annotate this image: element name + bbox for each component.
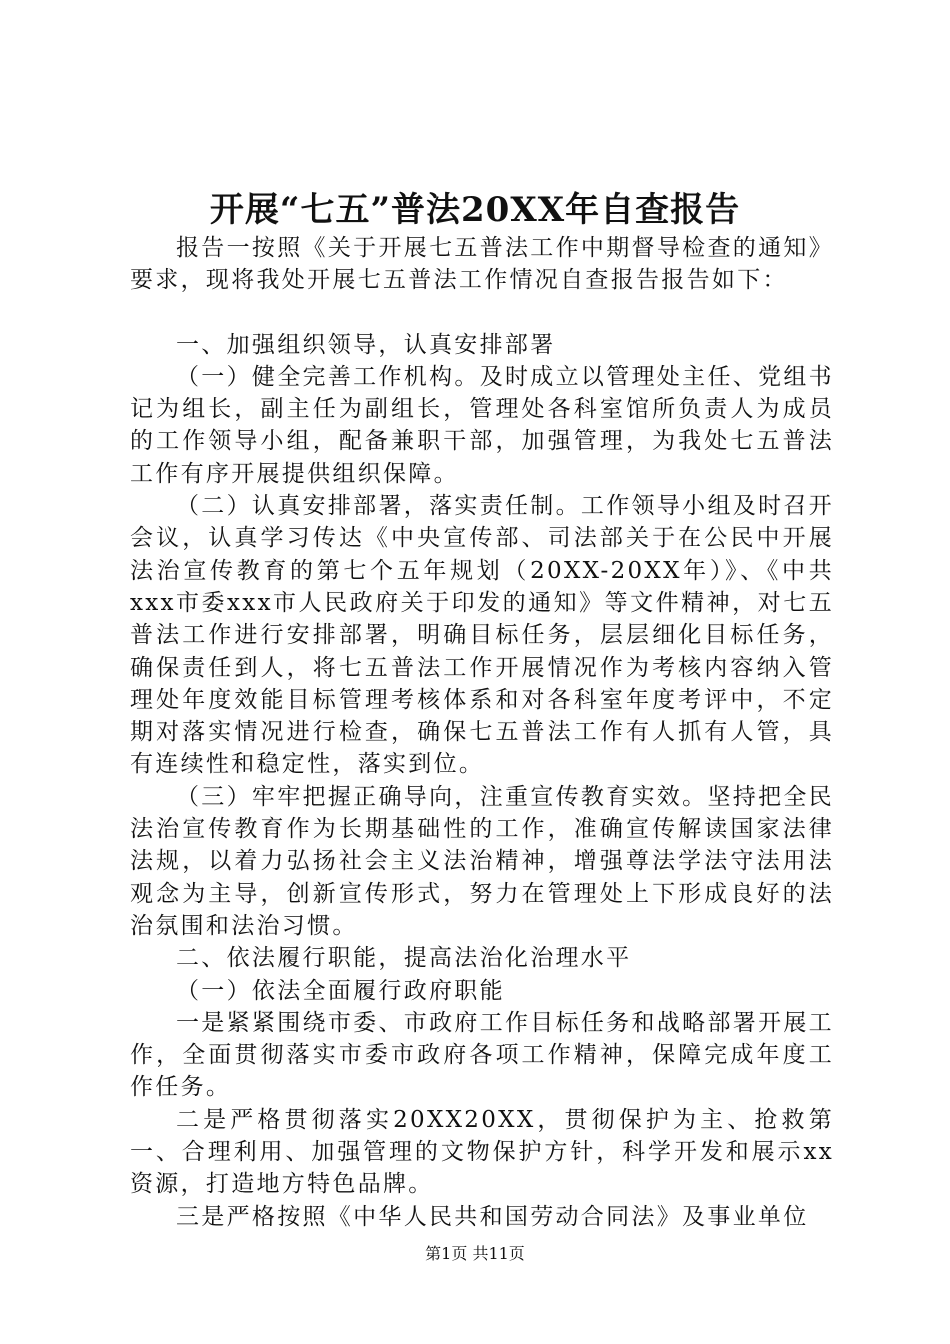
paragraph: 一是紧紧围绕市委、市政府工作目标任务和战略部署开展工作，全面贯彻落实市委市政府各项工作精神，保障完成年度工作任务。 (130, 1009, 834, 1101)
paragraph: （二）认真安排部署，落实责任制。工作领导小组及时召开会议，认真学习传达《中央宣传部、司法部关于在公民中开展法治宣传教育的第七个五年规划（20XX-20XX年）》、《中共xxx市委xxx市人民政府关于印发的通知》等文件精神，对七五普法工作进行安排部署，明确目标任务，层层细化目标任务，确保责任到人，将七五普法工作开展情况作为考核内容纳入管理处年度效能目标管理考核体系和对各科室年度考评中，不定期对落实情况进行检查，确保七五普法工作有人抓有人管，具有连续性和稳定性，落实到位。 (130, 493, 834, 778)
paragraph: 二是严格贯彻落实20XX20XX，贯彻保护为主、抢救第一、合理利用、加强管理的文物保护方针，科学开发和展示xx资源，打造地方特色品牌。 (130, 1106, 834, 1198)
document-title: 开展“七五”普法20XX年自查报告 (209, 190, 741, 230)
paragraph: （一）健全完善工作机构。及时成立以管理处主任、党组书记为组长，副主任为副组长，管理处各科室馆所负责人为成员的工作领导小组，配备兼职干部，加强管理，为我处七五普法工作有序开展提供组织保障。 (130, 363, 834, 487)
page-footer: 第1页 共11页 (425, 1244, 525, 1263)
section-heading-1: 一、加强组织领导，认真安排部署 (176, 331, 556, 358)
paragraph-intro: 报告一按照《关于开展七五普法工作中期督导检查的通知》要求，现将我处开展七五普法工作情况自查报告报告如下： (130, 235, 834, 294)
paragraph: 三是严格按照《中华人民共和国劳动合同法》及事业单位 (176, 1203, 809, 1230)
paragraph: （三）牢牢把握正确导向，注重宣传教育实效。坚持把全民法治宣传教育作为长期基础性的工作，准确宣传解读国家法律法规，以着力弘扬社会主义法治精神，增强尊法学法守法用法观念为主导，创新宣传形式，努力在管理处上下形成良好的法治氛围和法治习惯。 (130, 783, 834, 939)
subsection-heading: （一）依法全面履行政府职能 (176, 977, 505, 1004)
section-heading-2: 二、依法履行职能，提高法治化治理水平 (176, 945, 632, 972)
document-body (130, 232, 834, 1233)
